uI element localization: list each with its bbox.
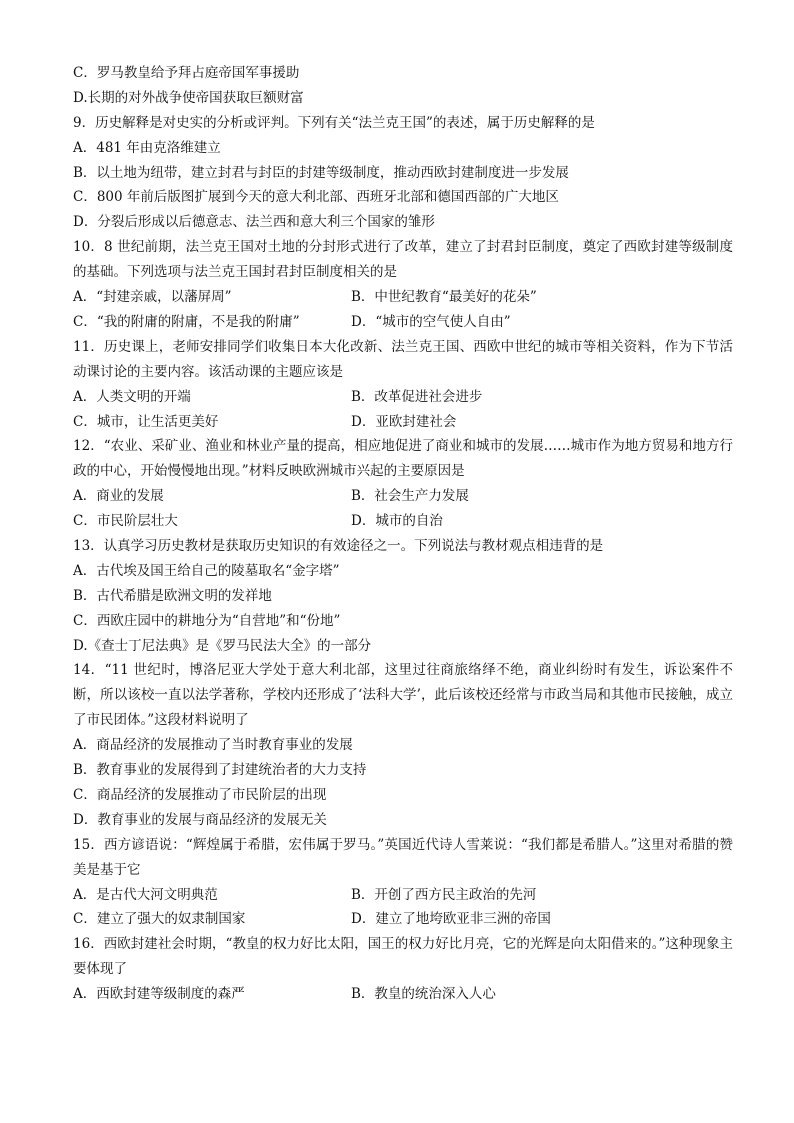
q11-option-d: D．亚欧封建社会 xyxy=(351,413,457,430)
q14-stem: 14．“11 世纪时，博洛尼亚大学处于意大利北部，这里过往商旅络绎不绝，商业纠纷时有发生，诉讼案件不断，所以该校一直以法学著称，学校内还形成了‘法科大学’，此后该校还经常与市政当局和其他市民接触，成立了市民团体。”这段材料说明了 xyxy=(73,662,733,729)
q14-option-d: D．教育事业的发展与商品经济的发展无关 xyxy=(73,811,327,828)
q10-options-cd xyxy=(73,310,733,335)
q11-option-a: A．人类文明的开端 xyxy=(73,388,191,405)
q8-option-c: C．罗马教皇给予拜占庭帝国军事援助 xyxy=(73,65,300,81)
q16-option-b: B．教皇的统治深入人心 xyxy=(351,986,496,1003)
q13-option-d: D.《查士丁尼法典》是《罗马民法大全》的一部分 xyxy=(73,637,372,654)
q9-option-d: D．分裂后形成以后德意志、法兰西和意大利三个国家的雏形 xyxy=(73,214,435,231)
q8-option-d: D.长期的对外战争使帝国获取巨额财富 xyxy=(73,89,304,106)
q16-options-ab xyxy=(73,982,733,1007)
q15-option-c: C．建立了强大的奴隶制国家 xyxy=(73,911,246,928)
q12-options-ab xyxy=(73,484,733,509)
q16-option-a: A．西欧封建等级制度的森严 xyxy=(73,986,245,1003)
q13-option-a: A．古代埃及国王给自己的陵墓取名“金字塔” xyxy=(73,562,340,579)
q9-option-c: C．800 年前后版图扩展到今天的意大利北部、西班牙北部和德国西部的广大地区 xyxy=(73,189,559,206)
q15-options-ab xyxy=(73,883,733,908)
q12-option-b: B．社会生产力发展 xyxy=(351,488,469,505)
q9-stem: 9．历史解释是对史实的分析或评判。下列有关“法兰克王国”的表述，属于历史解释的是 xyxy=(73,114,595,131)
q11-option-c: C．城市，让生活更美好 xyxy=(73,413,219,430)
q11-stem: 11．历史课上，老师安排同学们收集日本大化改新、法兰克王国、西欧中世纪的城市等相关资料，作为下节活动课讨论的主要内容。该活动课的主题应该是 xyxy=(73,338,733,380)
q10-option-d: D．“城市的空气使人自由” xyxy=(351,313,511,330)
q11-options-cd xyxy=(73,410,733,435)
q12-option-d: D．城市的自治 xyxy=(351,513,443,530)
q15-stem: 15．西方谚语说：“辉煌属于希腊，宏伟属于罗马。”英国近代诗人雪莱说：“我们都是希腊人。”这里对希腊的赞美是基于它 xyxy=(73,836,733,878)
q16-stem: 16．西欧封建社会时期，“教皇的权力好比太阳，国王的权力好比月亮，它的光辉是向太阳借来的。”这种现象主要体现了 xyxy=(73,936,733,978)
q10-stem: 10．8 世纪前期，法兰克王国对土地的分封形式进行了改革，建立了封君封臣制度，奠定了西欧封建等级制度的基础。下列选项与法兰克王国封君封臣制度相关的是 xyxy=(73,239,733,281)
q15-option-d: D．建立了地垮欧亚非三洲的帝国 xyxy=(351,911,551,928)
q15-option-b: B．开创了西方民主政治的先河 xyxy=(351,886,537,903)
q13-option-b: B．古代希腊是欧洲文明的发祥地 xyxy=(73,587,272,604)
q14-option-b: B．教育事业的发展得到了封建统治者的大力支持 xyxy=(73,762,367,779)
q13-option-c: C．西欧庄园中的耕地分为“自营地”和“份地” xyxy=(73,612,341,629)
q15-option-a: A．是古代大河文明典范 xyxy=(73,886,218,903)
q10-option-a: A．“封建亲戚，以藩屏周” xyxy=(73,289,232,306)
q14-option-a: A．商品经济的发展推动了当时教育事业的发展 xyxy=(73,737,353,754)
q11-options-ab xyxy=(73,385,733,410)
q12-options-cd xyxy=(73,509,733,534)
q9-option-b: B．以土地为纽带，建立封君与封臣的封建等级制度，推动西欧封建制度进一步发展 xyxy=(73,164,569,181)
q10-options-ab xyxy=(73,285,733,310)
q12-stem: 12．“农业、采矿业、渔业和林业产量的提高，相应地促进了商业和城市的发展……城市作为地方贸易和地方行政的中心，开始慢慢地出现。”材料反映欧洲城市兴起的主要原因是 xyxy=(73,438,733,480)
q12-option-a: A．商业的发展 xyxy=(73,488,164,505)
q14-option-c: C．商品经济的发展推动了市民阶层的出现 xyxy=(73,786,327,803)
q13-stem: 13．认真学习历史教材是获取历史知识的有效途径之一。下列说法与教材观点相违背的是 xyxy=(73,538,604,555)
q10-option-b: B．中世纪教育“最美好的花朵” xyxy=(351,289,537,306)
q11-option-b: B．改革促进社会进步 xyxy=(351,388,483,405)
q9-option-a: A．481 年由克洛维建立 xyxy=(73,139,221,156)
q12-option-c: C．市民阶层壮大 xyxy=(73,513,178,530)
q10-option-c: C．“我的附庸的附庸，不是我的附庸” xyxy=(73,313,300,330)
q15-options-cd xyxy=(73,907,733,932)
exam-page xyxy=(73,61,733,1007)
